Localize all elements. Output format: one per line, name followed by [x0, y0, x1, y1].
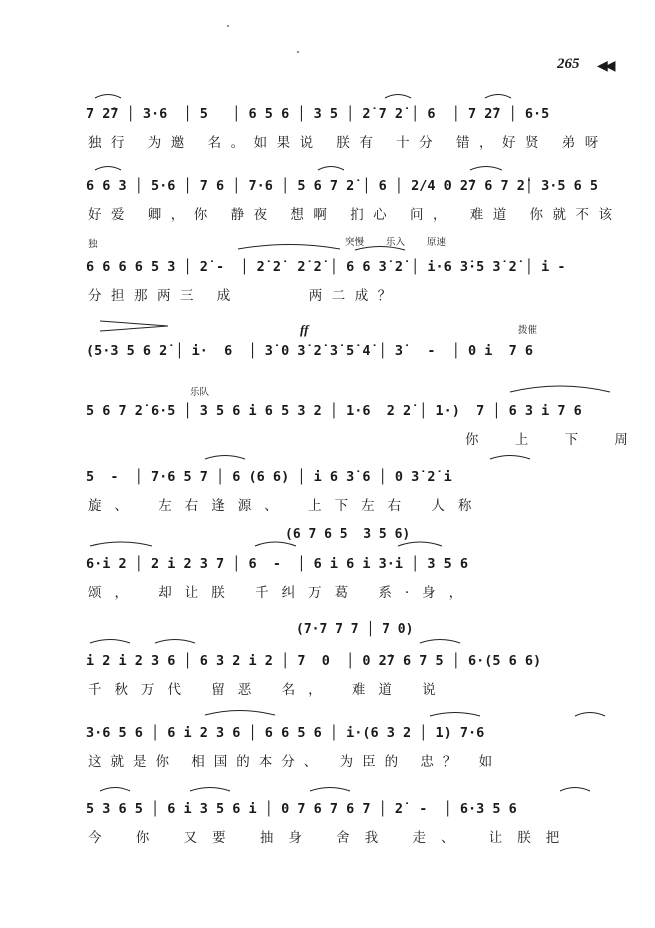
notation-line: 6 6 3 │ 5·6 │ 7 6 │ 7·6 │ 5 6 7 2̇ │ 6 │ 2/4 0 2̇7 6 7 2̇│ 3·5 6 5 [86, 178, 599, 194]
notation-line: i 2 i 2 3 6 │ 6 3 2 i 2 │ 7 0 │ 0 2̇7 6 7 5 │ 6·(5 6 6) [86, 653, 542, 669]
notation-line: 6 6 6 6 5 3 │ 2̇ - │ 2̇ 2̇ 2̇ 2̇ │ 6 6 3̇ 2̇ │ i·6 3̇·5 3̇ 2̇ │ i - [86, 259, 566, 275]
lyric-line: 独行 为邀 名。如果说 朕有 十分 错，好贤 弟呀 [88, 135, 608, 151]
lyric-line: 旋、 左右逢源、 上下左右 人称 [88, 498, 485, 514]
lyric-line: 好爱 卿，你 静夜 想啊 扪心 问， 难道 你就不该 [88, 207, 622, 223]
dynamic-marking: ff [300, 322, 309, 337]
notation-line: 5 - │ 7·6 5 7 │ 6 (6 6) │ i 6 3̇ 6 │ 0 3̇ 2̇ i [86, 469, 452, 485]
notation-line: (5·3 5 6 2̇ │ i· 6 │ 3̇ 0 3̇ 2̇ 3̇ 5̇ 4̇ │ 3̇ - │ 0 i 7 6 [86, 343, 534, 359]
tempo-mark-sudden-slow: 突慢 [345, 237, 365, 248]
lyric-line: 这就是你 相国的本分、 为臣的 忠？ 如 [88, 754, 502, 770]
page-number: 265 [557, 56, 580, 72]
lyric-line: 分担那两三 成 两二成？ [88, 288, 401, 304]
lyric-line: 今 你 又要 抽身 舍我 走、 让朕把 [88, 830, 575, 846]
tempo-mark-original-tempo: 原速 [427, 237, 447, 248]
accompaniment-line: (7·7 7 7 │ 7 0) [296, 622, 414, 637]
lyric-line: 千秋万代 留恶 名， 难道 说 [88, 682, 449, 698]
solo-mark: 独 [88, 239, 98, 250]
notation-line: 7 2̇7 │ 3·6 │ 5 │ 6 5 6 │ 3 5 │ 2̇ 7 2̇ │ 6 │ 7 2̇7 │ 6·5 [86, 106, 550, 122]
notation-line: 5 6 7 2̇ 6·5 │ 3 5 6 i 6 5 3 2 │ 1·6 2 2̇ │ 1·) 7 │ 6 3 i 7 6 [86, 403, 582, 419]
notation-line: 6·i 2 │ 2 i 2 3 7 │ 6 - │ 6 i 6 i 3·i │ 3 5 6 [86, 556, 469, 572]
lyric-line: 颂， 却让朕 千纠万葛 系·身， [88, 585, 476, 601]
band-mark: 乐队 [190, 387, 210, 398]
notation-line: 3·6 5 6 │ 6 i 2 3 6 │ 6 6 5 6 │ i·(6 3 2 │ 1) 7·6 [86, 725, 485, 741]
accompaniment-line: (6 7 6 5 3 5 6) [285, 527, 411, 542]
page-corner-mark-icon: ◀◀ [597, 58, 613, 74]
tempo-mark-pluck-urge: 拨催 [518, 325, 538, 336]
notation-line: 5 3 6 5 │ 6 i 3 5 6 i │ 0 7 6 7 6 7 │ 2̇ - │ 6·3 5 6 [86, 801, 517, 817]
tempo-mark-band-enters: 乐入 [386, 237, 406, 248]
lyric-line: 你 上 下 周 [465, 432, 644, 448]
